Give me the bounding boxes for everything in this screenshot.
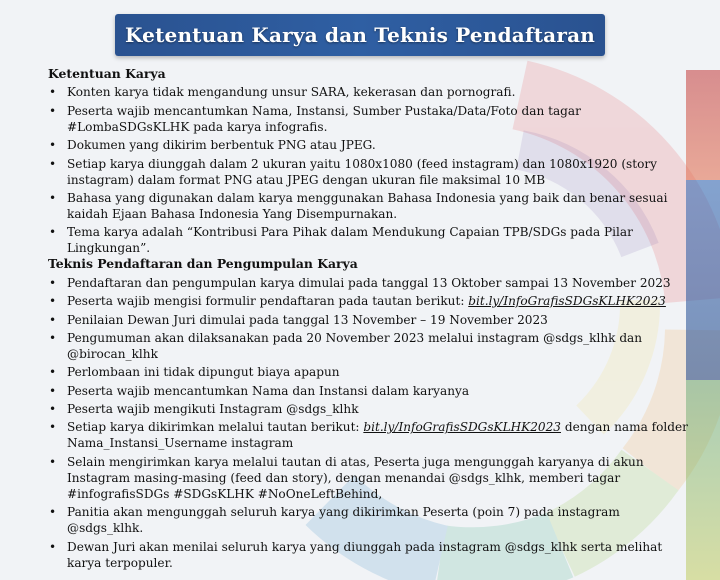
title-banner bbox=[0, 6, 720, 64]
registration-form-link[interactable]: bit.ly/InfoGrafisSDGsKLHK2023 bbox=[468, 294, 666, 309]
list-item: • Dewan Juri akan menilai seluruh karya yang diunggah pada instagram @sdgs_klhk serta melihat karya terpopuler. bbox=[48, 539, 688, 571]
section-heading-ketentuan: Ketentuan Karya bbox=[48, 66, 166, 81]
list-item: • Pengumuman akan dilaksanakan pada 20 November 2023 melalui instagram @sdgs_klhk dan @birocan_klhk bbox=[48, 330, 688, 362]
list-item-form bbox=[48, 293, 688, 309]
list-item: • Penilaian Dewan Juri dimulai pada tanggal 13 November – 19 November 2023 bbox=[48, 312, 688, 328]
document-body bbox=[48, 66, 688, 571]
list-item: • Peserta wajib mencantumkan Nama dan Instansi dalam karyanya bbox=[48, 383, 688, 399]
form-item-text: Peserta wajib mengisi formulir pendaftaran pada tautan berikut: bbox=[67, 294, 469, 309]
list-item: • Peserta wajib mengikuti Instagram @sdgs_klhk bbox=[48, 401, 688, 417]
list-item: • Perlombaan ini tidak dipungut biaya apapun bbox=[48, 364, 688, 380]
list-item: • Selain mengirimkan karya melalui tautan di atas, Peserta juga mengunggah karyanya di akun Instagram masing-masing (feed dan story), dengan menandai @sdgs_klhk, memberi tagar #infografisSDGs #SDGsKLHK #NoOneLeftBehind, bbox=[48, 454, 688, 502]
list-item: • Konten karya tidak mengandung unsur SARA, kekerasan dan pornografi. bbox=[48, 84, 688, 100]
edge-stripe-green bbox=[686, 380, 720, 580]
teknis-list bbox=[48, 275, 688, 571]
submit-item-text: Setiap karya dikirimkan melalui tautan berikut: bbox=[67, 420, 364, 435]
page-title: Ketentuan Karya dan Teknis Pendaftaran bbox=[125, 23, 595, 47]
section-heading-teknis: Teknis Pendaftaran dan Pengumpulan Karya bbox=[48, 256, 358, 272]
submission-link[interactable]: bit.ly/InfoGrafisSDGsKLHK2023 bbox=[363, 420, 561, 435]
list-item: • Pendaftaran dan pengumpulan karya dimulai pada tanggal 13 Oktober sampai 13 November 2023 bbox=[48, 275, 688, 291]
list-item: • Setiap karya diunggah dalam 2 ukuran yaitu 1080x1080 (feed instagram) dan 1080x1920 (story instagram) dalam format PNG atau JPEG dengan ukuran file maksimal 10 MB bbox=[48, 156, 688, 188]
list-item: • Dokumen yang dikirim berbentuk PNG atau JPEG. bbox=[48, 137, 688, 153]
list-item: • Tema karya adalah “Kontribusi Para Pihak dalam Mendukung Capaian TPB/SDGs pada Pilar Lingkungan”. bbox=[48, 224, 688, 256]
edge-stripe-red bbox=[686, 70, 720, 180]
list-item: • Panitia akan mengunggah seluruh karya yang dikirimkan Peserta (poin 7) pada instagram @sdgs_klhk. bbox=[48, 504, 688, 536]
list-item: • Peserta wajib mencantumkan Nama, Instansi, Sumber Pustaka/Data/Foto dan tagar #LombaSDGsKLHK pada karya infografis. bbox=[48, 103, 688, 135]
edge-stripe-blue bbox=[686, 180, 720, 380]
submit-item-text-after: dengan nama folder Nama_Instansi_Username instagram bbox=[67, 420, 688, 451]
list-item: • Bahasa yang digunakan dalam karya menggunakan Bahasa Indonesia yang baik dan benar sesuai kaidah Ejaan Bahasa Indonesia Yang Disempurnakan. bbox=[48, 190, 688, 222]
list-item-submit bbox=[48, 419, 688, 451]
ketentuan-list bbox=[48, 84, 688, 256]
